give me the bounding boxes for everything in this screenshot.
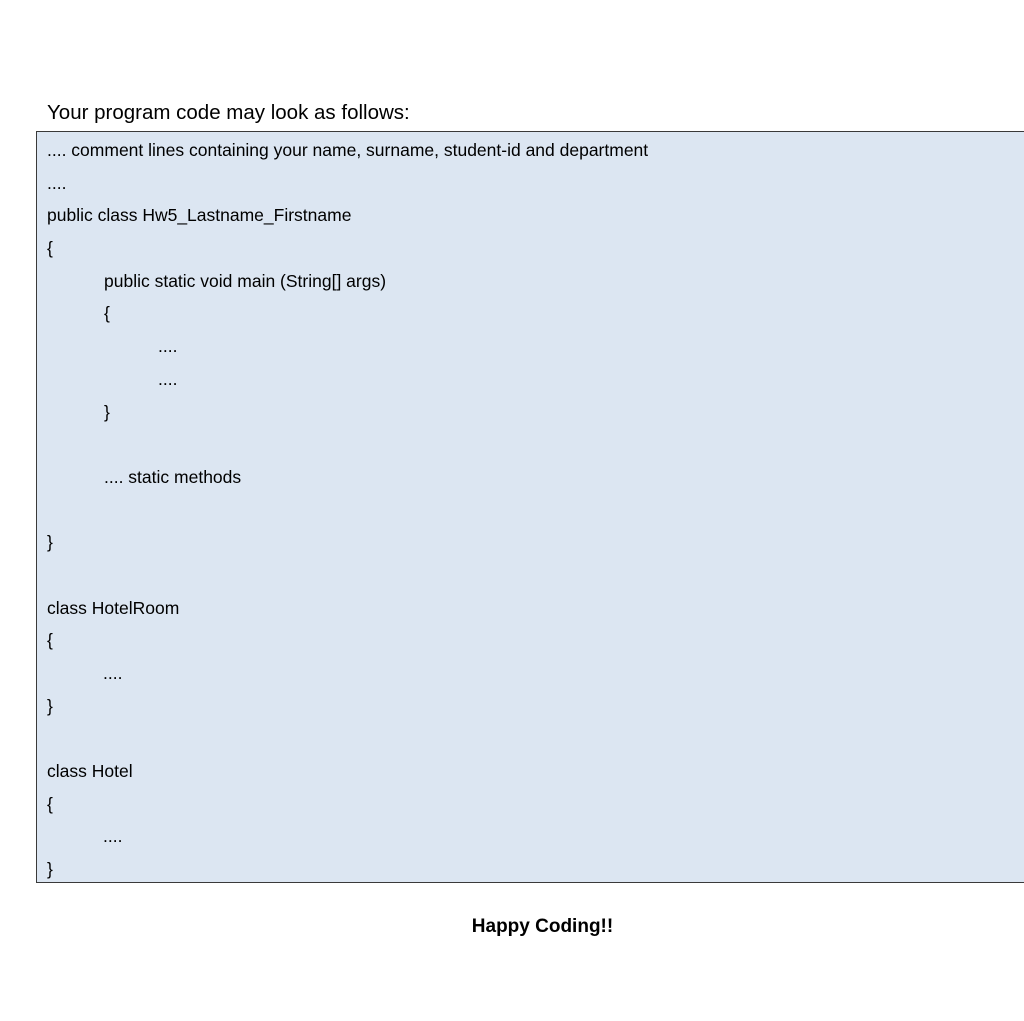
- code-line: class Hotel: [47, 761, 133, 782]
- intro-text: Your program code may look as follows:: [47, 101, 410, 124]
- code-listing: [36, 131, 1024, 883]
- code-line: {: [104, 303, 110, 324]
- code-line: [37, 559, 1024, 592]
- code-line: public static void main (String[] args): [104, 270, 387, 291]
- code-line: public class Hw5_Lastname_Firstname: [47, 205, 352, 226]
- code-line: ....: [158, 368, 178, 389]
- code-line: .... comment lines containing your name, surname, student-id and department: [47, 140, 649, 160]
- code-line: class HotelRoom: [47, 597, 180, 618]
- code-line: [37, 722, 1024, 755]
- code-line: .... static methods: [104, 466, 242, 487]
- code-line: {: [47, 630, 53, 651]
- code-line: ....: [103, 663, 123, 683]
- code-line: ....: [103, 826, 123, 847]
- code-line: [37, 494, 1024, 527]
- code-line: }: [104, 401, 110, 422]
- code-line: ....: [47, 172, 67, 193]
- code-line: }: [47, 532, 53, 553]
- code-line: [37, 428, 1024, 461]
- code-line: {: [47, 238, 53, 259]
- code-line: }: [47, 695, 53, 716]
- closing-text: Happy Coding!!: [471, 916, 614, 937]
- code-line: }: [47, 859, 53, 880]
- code-line: ....: [158, 336, 178, 357]
- code-line: {: [47, 793, 53, 814]
